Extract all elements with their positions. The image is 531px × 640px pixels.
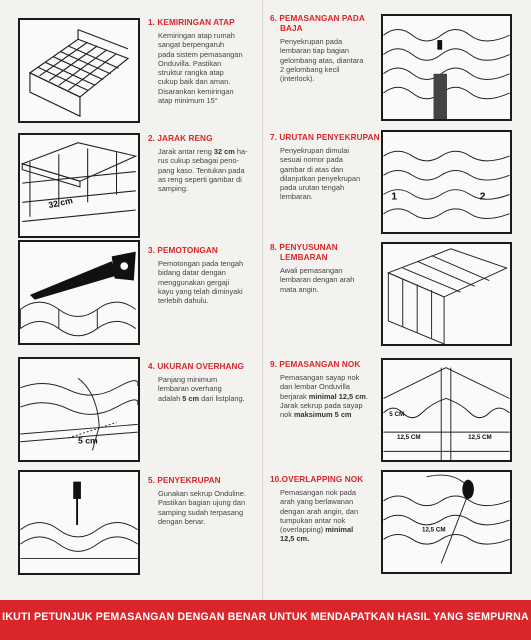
steel-frame-illustration: [381, 14, 512, 121]
step-7-line: sesuai nomor pada: [280, 155, 343, 165]
steel-purlin: [434, 74, 447, 119]
screw-order-drawing: [383, 132, 510, 232]
step-6-title: [270, 14, 388, 34]
steel-drawing: [383, 16, 510, 119]
step-9-line: [280, 392, 388, 401]
step-1-title: 1. KEMIRINGAN ATAP: [148, 18, 235, 27]
step-9-text: berjarak: [280, 391, 309, 401]
step-5-title: 5. PENYEKRUPAN: [148, 476, 221, 485]
step-4-title: 4. UKURAN OVERHANG: [148, 362, 244, 371]
step-9-bold: minimal 12,5 cm: [308, 391, 366, 401]
step-8-line: Awali pemasangan: [280, 266, 343, 275]
step-6-line: Penyekrupan pada: [280, 37, 343, 46]
step-2-line: as reng seperti gambar di: [158, 174, 242, 184]
step-9-caption: [270, 360, 388, 419]
screw-spacing-label: 5 CM: [389, 410, 405, 418]
step-6-title-line: BAJA: [280, 24, 303, 33]
saw-blade: [30, 261, 117, 299]
spacing-label: 32 cm: [47, 195, 74, 211]
step-4-line: [158, 394, 266, 403]
screw-drawing: [20, 472, 138, 573]
step-10-title: 10.OVERLAPPING NOK: [270, 475, 364, 484]
step-3-body: [158, 259, 266, 305]
ridge-overlap-drawing: [383, 472, 510, 572]
step-3-line: kayu yang telah diminyaki: [158, 286, 243, 296]
step-5-caption: [148, 476, 266, 526]
step-5-body: [158, 489, 266, 526]
ridge-overlap-illustration: [381, 470, 512, 574]
step-2-title: 2. JARAK RENG: [148, 134, 213, 143]
step-8-title: [270, 243, 388, 263]
step-7-line: Penyekrupan dimulai: [280, 146, 350, 155]
step-10-line: [280, 534, 388, 543]
order-number-1: 1: [391, 190, 398, 203]
step-1-line: Disarankan kemiringan: [158, 86, 234, 96]
footer-banner: [0, 600, 531, 640]
step-6-line: lembaran tiap bagian: [280, 46, 350, 56]
step-6-line: gelombang atas, diantara: [280, 55, 364, 65]
step-3-caption: [148, 246, 266, 305]
step-9-bold: maksimum 5 cm: [293, 410, 352, 420]
step-10-bold: minimal: [325, 525, 354, 535]
overhang-label: 5 cm: [78, 435, 98, 446]
batten-drawing: [20, 135, 138, 236]
step-2-text: ha-: [234, 147, 248, 156]
step-8-caption: [270, 243, 388, 294]
step-3-line: Pemotongan pada tengah: [158, 259, 244, 268]
roof-slope-illustration: [18, 18, 140, 123]
step-3-line: terlebih dahulu.: [158, 296, 209, 306]
step-2-line: [158, 147, 266, 156]
step-5-line: Pastikan bagian ujung dan: [158, 498, 246, 508]
step-10-line: arah yang berlawanan: [280, 497, 354, 507]
overhang-drawing: [20, 359, 138, 460]
step-9-text: nok: [280, 410, 294, 420]
step-2-line: samping.: [158, 184, 188, 194]
step-10-body: [280, 488, 388, 544]
step-9-text: .: [365, 391, 368, 401]
screw-order-illustration: [381, 130, 512, 234]
ridge-cap-end: [462, 480, 474, 499]
step-1-caption: [148, 18, 266, 105]
step-6-line: 2 gelombang kecil: [280, 64, 340, 74]
step-6-body: [280, 37, 388, 83]
step-5-line: dengan benar.: [158, 516, 206, 526]
step-1-line: atap minimum 15°: [158, 96, 218, 106]
ridge-install-illustration: [381, 358, 512, 462]
overhang-illustration: [18, 357, 140, 462]
step-4-bold: 5 cm: [182, 393, 200, 403]
step-9-line: Jarak sekrup pada sayap: [280, 400, 363, 410]
step-8-line: lembaran dengan arah: [280, 275, 355, 285]
roof-frame-drawing: [20, 20, 138, 121]
sheet-layout-illustration: [381, 242, 512, 346]
screw-head: [73, 482, 81, 499]
step-5-line: Gunakan sekrup Onduline.: [158, 489, 246, 498]
step-3-line: bidang datar dengan: [158, 268, 226, 278]
step-2-bold: 32 cm: [213, 147, 235, 156]
step-2-line: pang kaso. Tentukan pada: [158, 165, 245, 175]
step-3-line: menggunakan gergaji: [158, 277, 230, 287]
step-8-body: [280, 266, 388, 294]
step-7-line: gambar di atas dan: [280, 164, 344, 174]
step-6-title-line: 6. PEMASANGAN PADA: [270, 14, 365, 23]
step-9-body: [280, 373, 388, 419]
step-10-line: dengan arah angin, dan: [280, 506, 359, 516]
sheet-layout-drawing: [383, 244, 510, 344]
step-9-line: Pemasangan sayap nok: [280, 373, 360, 382]
step-1-line: struktur rangka atap: [158, 68, 224, 78]
step-10-line: [280, 525, 388, 534]
step-9-title: 9. PEMASANGAN NOK: [270, 360, 361, 369]
step-1-line: sangat berpengaruh: [158, 40, 225, 50]
step-1-line: Kemiringan atap rumah: [158, 31, 235, 40]
step-1-line: pada sistem pemasangan: [158, 49, 243, 59]
cutting-illustration: [18, 240, 140, 345]
saw-drawing: [20, 242, 138, 343]
step-4-line: lembaran overhang: [158, 384, 222, 394]
step-4-text: dari listplang.: [199, 393, 245, 403]
screwing-illustration: [18, 470, 140, 575]
step-4-line: Panjang minimum: [158, 375, 218, 384]
ridge-gap-label-left: 12,5 CM: [396, 433, 421, 441]
step-7-title: 7. URUTAN PENYEKRUPAN: [270, 133, 380, 142]
step-10-bold: 12,5 cm.: [280, 534, 310, 544]
step-8-title-line: LEMBARAN: [280, 253, 328, 262]
step-2-text: Jarak antar reng: [158, 147, 214, 156]
step-7-line: pada urutan tengah: [280, 183, 345, 193]
step-7-line: dilanjutkan penyekrupan: [280, 173, 361, 183]
step-2-body: [158, 147, 266, 193]
step-2-caption: [148, 134, 266, 193]
step-8-title-line: 8. PENYUSUNAN: [270, 243, 338, 252]
batten-spacing-illustration: [18, 133, 140, 238]
step-10-text: (overlapping): [280, 525, 326, 535]
step-4-body: [158, 375, 266, 403]
step-4-text: adalah: [158, 393, 183, 403]
step-1-line: Onduvilla. Pastikan: [158, 58, 222, 68]
ridge-drawing: [383, 360, 510, 460]
step-9-line: [280, 410, 388, 419]
screw-head: [437, 40, 442, 50]
step-7-line: lembaran.: [280, 192, 313, 202]
step-3-title: 3. PEMOTONGAN: [148, 246, 218, 255]
step-10-line: tumpukan antar nok: [280, 515, 346, 525]
step-7-caption: [270, 133, 388, 202]
step-8-line: mata angin.: [280, 284, 319, 294]
step-7-body: [280, 146, 388, 202]
step-10-line: Pemasangan nok pada: [280, 488, 357, 497]
step-4-caption: [148, 362, 266, 403]
step-9-line: dan lembar Onduvilla: [280, 382, 350, 392]
step-10-caption: [270, 475, 388, 544]
step-1-body: [158, 31, 266, 105]
step-2-line: rus cukup sebagai peno-: [158, 156, 239, 166]
step-6-caption: [270, 14, 388, 83]
footer-banner-text: IKUTI PETUNJUK PEMASANGAN DENGAN BENAR UNTUK MENDAPATKAN HASIL YANG SEMPURNA: [2, 611, 529, 623]
overlap-label: 12,5 CM: [421, 526, 446, 534]
step-6-line: (interlock).: [280, 74, 315, 84]
step-5-line: samping sudah terpasang: [158, 507, 244, 517]
step-1-line: cukup baik dan aman.: [158, 77, 231, 87]
order-number-2: 2: [479, 190, 486, 203]
ridge-gap-label-right: 12,5 CM: [468, 433, 492, 441]
